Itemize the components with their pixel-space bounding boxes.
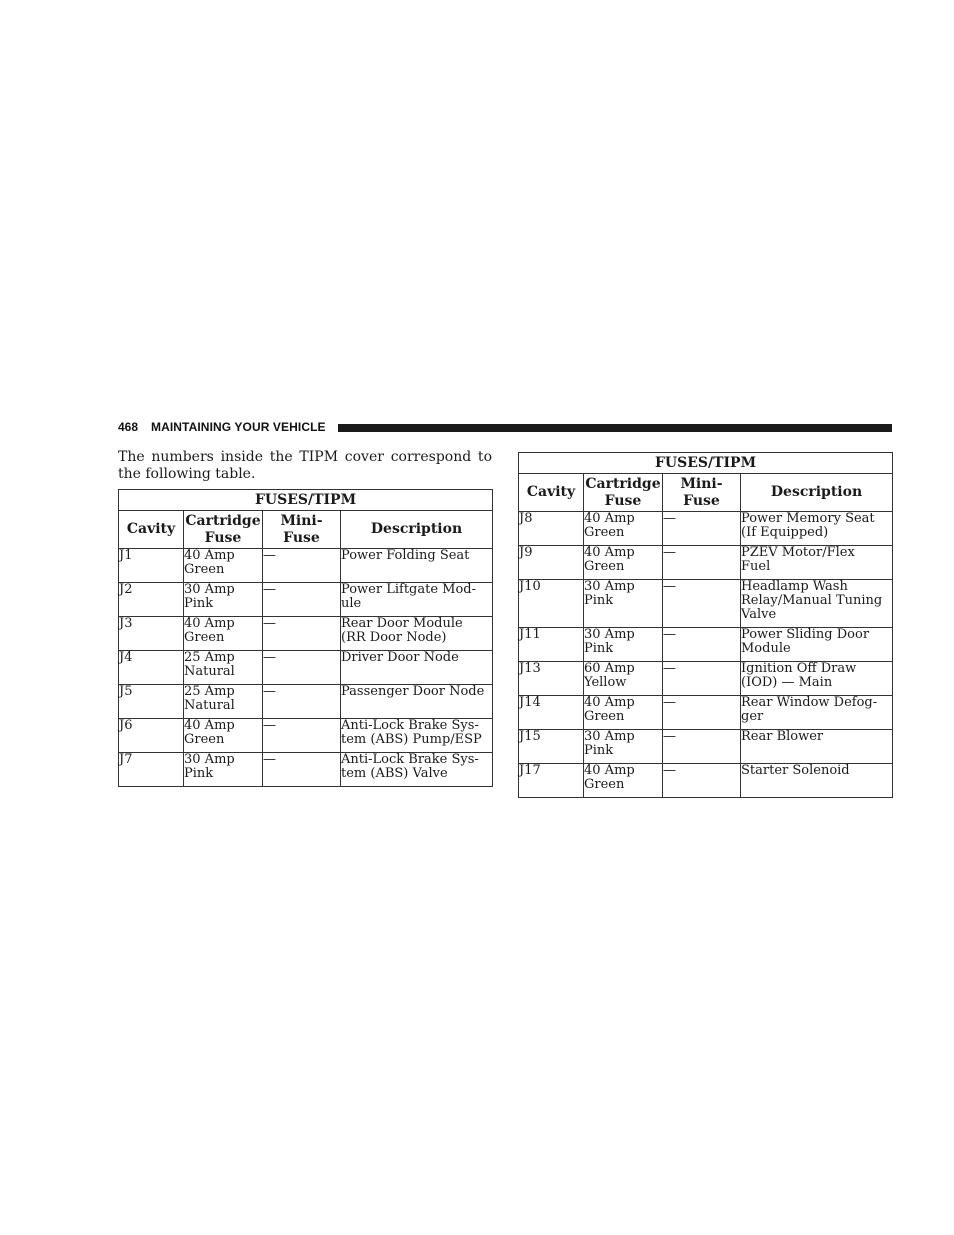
mini-fuse-cell: — (263, 583, 341, 617)
table-row (519, 696, 893, 730)
header-rule-bar (338, 424, 892, 432)
cavity-cell: J9 (519, 546, 584, 580)
description-cell: Power Liftgate Mod- ule (341, 583, 493, 617)
cavity-cell: J15 (519, 730, 584, 764)
table-row (519, 662, 893, 696)
table-row (519, 512, 893, 546)
description-cell: Driver Door Node (341, 651, 493, 685)
cavity-cell: J11 (519, 628, 584, 662)
table-row (119, 583, 493, 617)
mini-fuse-cell: — (663, 546, 741, 580)
table-row (119, 617, 493, 651)
fuses-tipm-table-left (118, 489, 493, 787)
cartridge-fuse-cell: 60 Amp Yellow (584, 662, 663, 696)
mini-fuse-cell: — (263, 719, 341, 753)
cartridge-fuse-cell: 40 Amp Green (584, 696, 663, 730)
table-row (119, 685, 493, 719)
table-body-right (519, 512, 893, 798)
mini-fuse-cell: — (663, 696, 741, 730)
description-cell: Ignition Off Draw (IOD) — Main (741, 662, 893, 696)
column-header-mini-fuse: Mini- Fuse (263, 511, 341, 549)
description-cell: Rear Door Module (RR Door Node) (341, 617, 493, 651)
page-header (118, 419, 892, 437)
description-cell: Power Sliding Door Module (741, 628, 893, 662)
description-cell: PZEV Motor/Flex Fuel (741, 546, 893, 580)
description-cell: Anti-Lock Brake Sys- tem (ABS) Pump/ESP (341, 719, 493, 753)
mini-fuse-cell: — (663, 580, 741, 628)
mini-fuse-cell: — (263, 549, 341, 583)
mini-fuse-cell: — (663, 764, 741, 798)
description-cell: Power Memory Seat (If Equipped) (741, 512, 893, 546)
fuses-tipm-table-right (518, 452, 893, 798)
cavity-cell: J14 (519, 696, 584, 730)
cavity-cell: J5 (119, 685, 184, 719)
table-row (519, 730, 893, 764)
table-row (519, 764, 893, 798)
cartridge-fuse-cell: 40 Amp Green (184, 719, 263, 753)
intro-paragraph: The numbers inside the TIPM cover correspond to the following table. (118, 449, 492, 482)
cartridge-fuse-cell: 40 Amp Green (584, 764, 663, 798)
table-row (519, 580, 893, 628)
column-header-mini-fuse: Mini- Fuse (663, 474, 741, 512)
table-row (119, 719, 493, 753)
column-header-cavity: Cavity (519, 474, 584, 512)
table-row (519, 628, 893, 662)
description-cell: Rear Window Defog- ger (741, 696, 893, 730)
description-cell: Headlamp Wash Relay/Manual Tuning Valve (741, 580, 893, 628)
cavity-cell: J10 (519, 580, 584, 628)
mini-fuse-cell: — (663, 628, 741, 662)
cavity-cell: J17 (519, 764, 584, 798)
table-row (119, 753, 493, 787)
cavity-cell: J13 (519, 662, 584, 696)
cartridge-fuse-cell: 30 Amp Pink (584, 730, 663, 764)
cavity-cell: J6 (119, 719, 184, 753)
cartridge-fuse-cell: 40 Amp Green (184, 549, 263, 583)
cartridge-fuse-cell: 30 Amp Pink (184, 583, 263, 617)
column-header-description: Description (741, 474, 893, 512)
cartridge-fuse-cell: 25 Amp Natural (184, 651, 263, 685)
page-number: 468 (118, 420, 139, 434)
column-header-cartridge-fuse: Cartridge Fuse (184, 511, 263, 549)
cartridge-fuse-cell: 25 Amp Natural (184, 685, 263, 719)
column-header-cartridge-fuse: Cartridge Fuse (584, 474, 663, 512)
cartridge-fuse-cell: 40 Amp Green (184, 617, 263, 651)
mini-fuse-cell: — (263, 651, 341, 685)
mini-fuse-cell: — (663, 662, 741, 696)
table-row (119, 651, 493, 685)
mini-fuse-cell: — (263, 617, 341, 651)
column-header-description: Description (341, 511, 493, 549)
mini-fuse-cell: — (263, 685, 341, 719)
description-cell: Passenger Door Node (341, 685, 493, 719)
cavity-cell: J2 (119, 583, 184, 617)
cavity-cell: J8 (519, 512, 584, 546)
cavity-cell: J3 (119, 617, 184, 651)
cavity-cell: J1 (119, 549, 184, 583)
cavity-cell: J4 (119, 651, 184, 685)
table-caption: FUSES/TIPM (119, 490, 493, 511)
mini-fuse-cell: — (663, 730, 741, 764)
cartridge-fuse-cell: 40 Amp Green (584, 546, 663, 580)
description-cell: Rear Blower (741, 730, 893, 764)
cartridge-fuse-cell: 30 Amp Pink (184, 753, 263, 787)
table-row (119, 549, 493, 583)
mini-fuse-cell: — (663, 512, 741, 546)
table-caption: FUSES/TIPM (519, 453, 893, 474)
column-header-cavity: Cavity (119, 511, 184, 549)
cartridge-fuse-cell: 30 Amp Pink (584, 628, 663, 662)
mini-fuse-cell: — (263, 753, 341, 787)
cavity-cell: J7 (119, 753, 184, 787)
cartridge-fuse-cell: 40 Amp Green (584, 512, 663, 546)
description-cell: Anti-Lock Brake Sys- tem (ABS) Valve (341, 753, 493, 787)
cartridge-fuse-cell: 30 Amp Pink (584, 580, 663, 628)
table-row (519, 546, 893, 580)
description-cell: Starter Solenoid (741, 764, 893, 798)
section-title: MAINTAINING YOUR VEHICLE (151, 420, 326, 434)
description-cell: Power Folding Seat (341, 549, 493, 583)
table-body-left (119, 549, 493, 787)
